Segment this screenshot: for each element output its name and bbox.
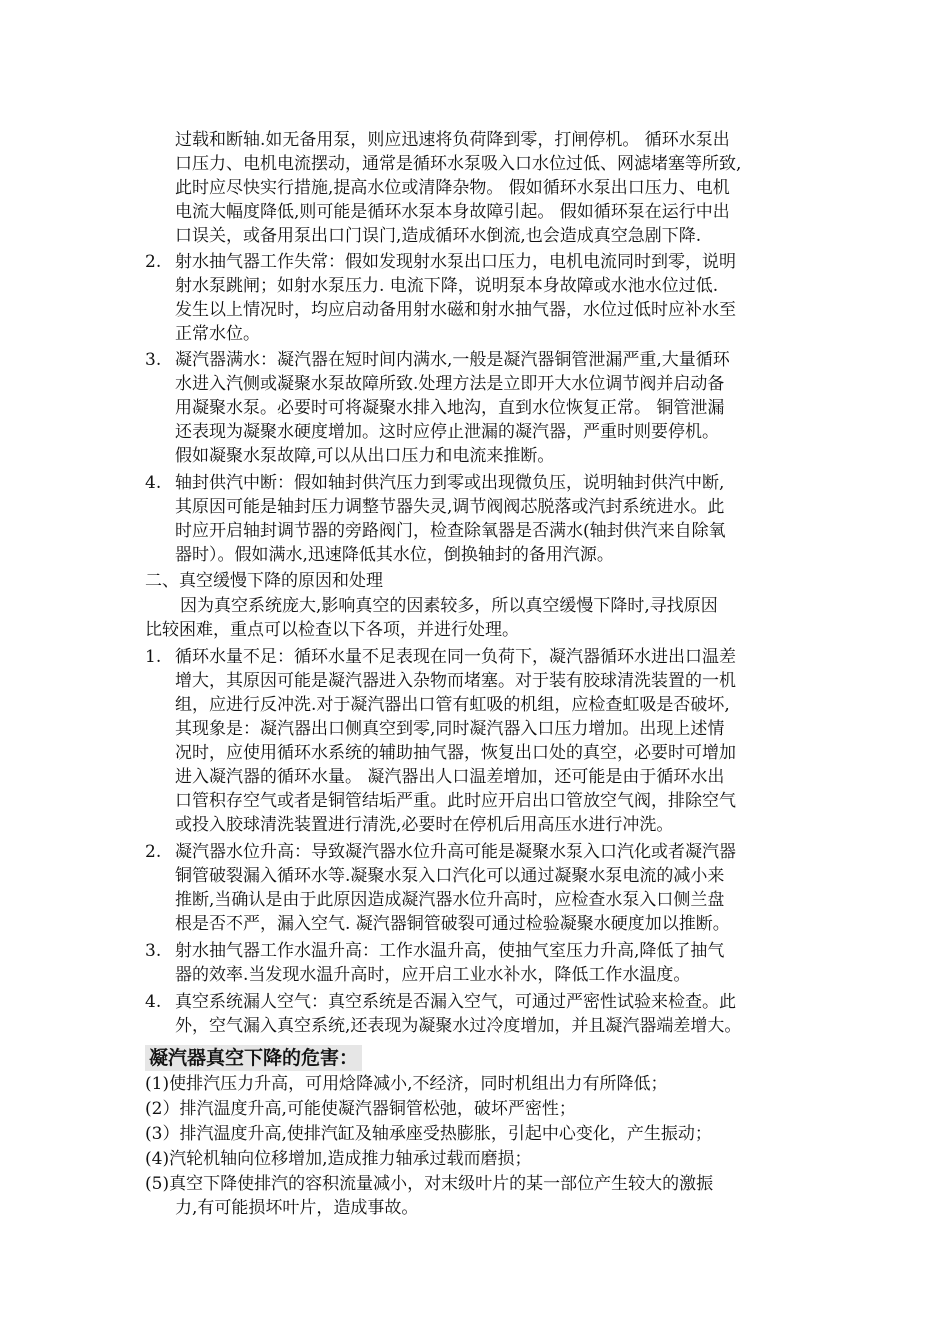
text-line: 进入凝汽器的循环水量。 凝汽器出人口温差增加，还可能是由于循环水出: [175, 767, 725, 787]
text-line: 或投入胶球清洗装置进行清洗,必要时在停机后用高压水进行冲洗。: [175, 815, 674, 835]
text-line: 外，空气漏入真空系统,还表现为凝聚水过冷度增加，并且凝汽器端差增大。: [175, 1016, 742, 1036]
hazard-item: (2）排汽温度升高,可能使凝汽器铜管松弛，破坏严密性；: [145, 1099, 576, 1119]
text-line: 口误关，或备用泵出口门误门,造成循环水倒流,也会造成真空急剧下降.: [175, 226, 702, 246]
text-line: 射水抽气器工作失常：假如发现射水泵出口压力，电机电流同时到零，说明: [175, 252, 736, 272]
text-line: 过载和断轴.如无备用泵，则应迅速将负荷降到零，打闸停机。 循环水泵出: [175, 130, 730, 150]
text-line: 器的效率.当发现水温升高时，应开启工业水补水，降低工作水温度。: [175, 965, 691, 985]
text-line: 此时应尽快实行措施,提高水位或清降杂物。 假如循环水泵出口压力、电机: [175, 178, 730, 198]
text-line: 因为真空系统庞大,影响真空的因素较多，所以真空缓慢下降时,寻找原因: [180, 596, 718, 616]
text-line: 假如凝聚水泵故障,可以从出口压力和电流来推断。: [175, 446, 555, 466]
text-line: 推断,当确认是由于此原因造成凝汽器水位升高时，应检查水泵入口侧兰盘: [175, 890, 725, 910]
hazard-heading: 凝汽器真空下降的危害：: [145, 1045, 362, 1071]
hazard-item: (5)真空下降使排汽的容积流量减小，对末级叶片的某一部位产生较大的激振: [145, 1174, 714, 1194]
text-line: 器时）。假如满水,迅速降低其水位，倒换轴封的备用汽源。: [175, 545, 614, 565]
section-title: 二、真空缓慢下降的原因和处理: [145, 571, 383, 591]
item-number: 3.: [145, 350, 162, 370]
text-line: 其现象是：凝汽器出口侧真空到零,同时凝汽器入口压力增加。出现上述情: [175, 719, 725, 739]
hazard-item: (4)汽轮机轴向位移增加,造成推力轴承过载而磨损；: [145, 1149, 532, 1169]
item-number: 2.: [145, 842, 162, 862]
text-line: 组，应进行反冲洗.对于凝汽器出口管有虹吸的机组，应检查虹吸是否破坏,: [175, 695, 730, 715]
text-line: 循环水量不足：循环水量不足表现在同一负荷下，凝汽器循环水进出口温差: [175, 647, 736, 667]
text-line: 比较困难，重点可以检查以下各项，并进行处理。: [145, 620, 519, 640]
text-line: 凝汽器满水：凝汽器在短时间内满水,一般是凝汽器铜管泄漏严重,大量循环: [175, 350, 730, 370]
text-line: 电流大幅度降低,则可能是循环水泵本身故障引起。 假如循环泵在运行中出: [175, 202, 730, 222]
text-line: 根是否不严，漏入空气. 凝汽器铜管破裂可通过检验凝聚水硬度加以推断。: [175, 914, 730, 934]
hazard-item: (1)使排汽压力升高，可用焓降减小,不经济，同时机组出力有所降低；: [145, 1074, 668, 1094]
text-line: 射水抽气器工作水温升高：工作水温升高，使抽气室压力升高,降低了抽气: [175, 941, 725, 961]
item-number: 4.: [145, 473, 162, 493]
text-line: 增大，其原因可能是凝汽器进入杂物而堵塞。对于装有胶球清洗装置的一机: [175, 671, 736, 691]
item-number: 4.: [145, 992, 162, 1012]
item-number: 2.: [145, 252, 162, 272]
text-line: 正常水位。: [175, 324, 260, 344]
hazard-item-continuation: 力,有可能损坏叶片，造成事故。: [175, 1198, 419, 1218]
text-line: 况时，应使用循环水系统的辅助抽气器，恢复出口处的真空，必要时可增加: [175, 743, 736, 763]
text-line: 铜管破裂漏入循环水等.凝聚水泵入口汽化可以通过凝聚水泵电流的减小来: [175, 866, 725, 886]
text-line: 用凝聚水泵。必要时可将凝聚水排入地沟，直到水位恢复正常。 铜管泄漏: [175, 398, 725, 418]
text-line: 口压力、电机电流摆动，通常是循环水泵吸入口水位过低、网滤堵塞等所致,: [175, 154, 742, 174]
text-line: 发生以上情况时，均应启动备用射水磁和射水抽气器，水位过低时应补水至: [175, 300, 736, 320]
text-line: 口管积存空气或者是铜管结垢严重。此时应开启出口管放空气阀，排除空气: [175, 791, 736, 811]
text-line: 水进入汽侧或凝聚水泵故障所致.处理方法是立即开大水位调节阀并启动备: [175, 374, 725, 394]
text-line: 还表现为凝聚水硬度增加。这时应停止泄漏的凝汽器，严重时则要停机。: [175, 422, 719, 442]
text-line: 其原因可能是轴封压力调整节器失灵,调节阀阀芯脱落或汽封系统进水。此: [175, 497, 725, 517]
item-number: 3.: [145, 941, 162, 961]
text-line: 真空系统漏人空气：真空系统是否漏入空气，可通过严密性试验来检查。此: [175, 992, 736, 1012]
text-line: 轴封供汽中断：假如轴封供汽压力到零或出现微负压，说明轴封供汽中断,: [175, 473, 725, 493]
item-number: 1.: [145, 647, 162, 667]
text-line: 射水泵跳闸；如射水泵压力. 电流下降，说明泵本身故障或水池水位过低.: [175, 276, 719, 296]
text-line: 时应开启轴封调节器的旁路阀门，检查除氧器是否满水(轴封供汽来自除氧: [175, 521, 726, 541]
text-line: 凝汽器水位升高：导致凝汽器水位升高可能是凝聚水泵入口汽化或者凝汽器: [175, 842, 736, 862]
hazard-item: (3）排汽温度升高,使排汽缸及轴承座受热膨胀，引起中心变化，产生振动；: [145, 1124, 712, 1144]
